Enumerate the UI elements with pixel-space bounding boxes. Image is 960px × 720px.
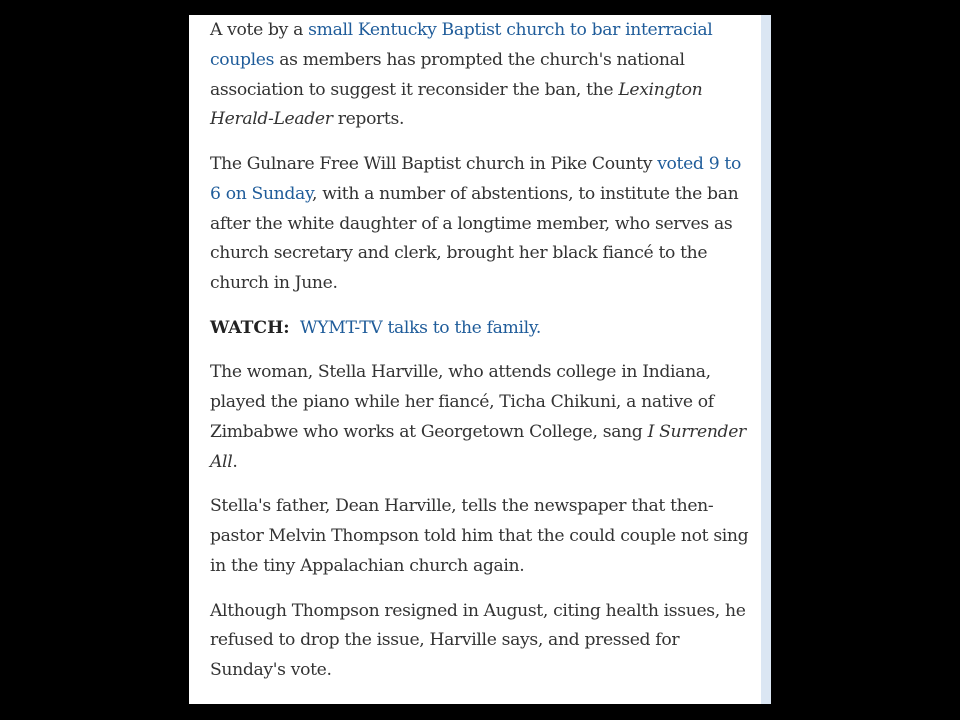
- watch-label: WATCH:: [210, 317, 290, 338]
- source-name: Lexington Herald-Leader: [210, 79, 703, 130]
- paragraph-father: Stella's father, Dean Harville, tells the newspaper that then-pastor Melvin Thompson told him that the could couple not sing in the tiny Appalachian church again.: [210, 496, 749, 576]
- link-kentucky-church-ban[interactable]: small Kentucky Baptist church to bar interracial couples: [210, 20, 713, 70]
- woman-text-2: .: [232, 451, 238, 472]
- paragraph-vote: [210, 150, 755, 299]
- intro-text-1: A vote by a: [210, 20, 309, 40]
- woman-text-1: The woman, Stella Harville, who attends college in Indiana, played the piano while her fiancé, Ticha Chikuni, a native of Zimbabwe who works at Georgetown College, sang: [210, 362, 714, 442]
- page-scroll-strip: [761, 15, 771, 704]
- article-page: [189, 15, 761, 704]
- paragraph-intro: [210, 16, 755, 135]
- intro-text-3: reports.: [332, 109, 405, 130]
- article-body: [210, 16, 755, 701]
- link-vote-result[interactable]: voted 9 to 6 on Sunday: [210, 153, 741, 204]
- paragraph-woman: [210, 358, 755, 477]
- song-title: I Surrender All: [210, 421, 746, 472]
- link-wymt-video[interactable]: WYMT-TV talks to the family.: [299, 317, 541, 338]
- intro-text-2: as members has prompted the church's national association to suggest it reconsider the ban, the: [210, 49, 685, 100]
- vote-text-2: , with a number of abstentions, to institute the ban after the white daughter of a longtime member, who serves as church secretary and clerk, brought her black fiancé to the church in June.: [210, 183, 739, 294]
- paragraph-resignation: Although Thompson resigned in August, citing health issues, he refused to drop the issue, Harville says, and pressed for Sunday's vote.: [210, 600, 746, 681]
- vote-text-1: The Gulnare Free Will Baptist church in Pike County: [210, 153, 658, 174]
- paragraph-watch: [210, 314, 755, 344]
